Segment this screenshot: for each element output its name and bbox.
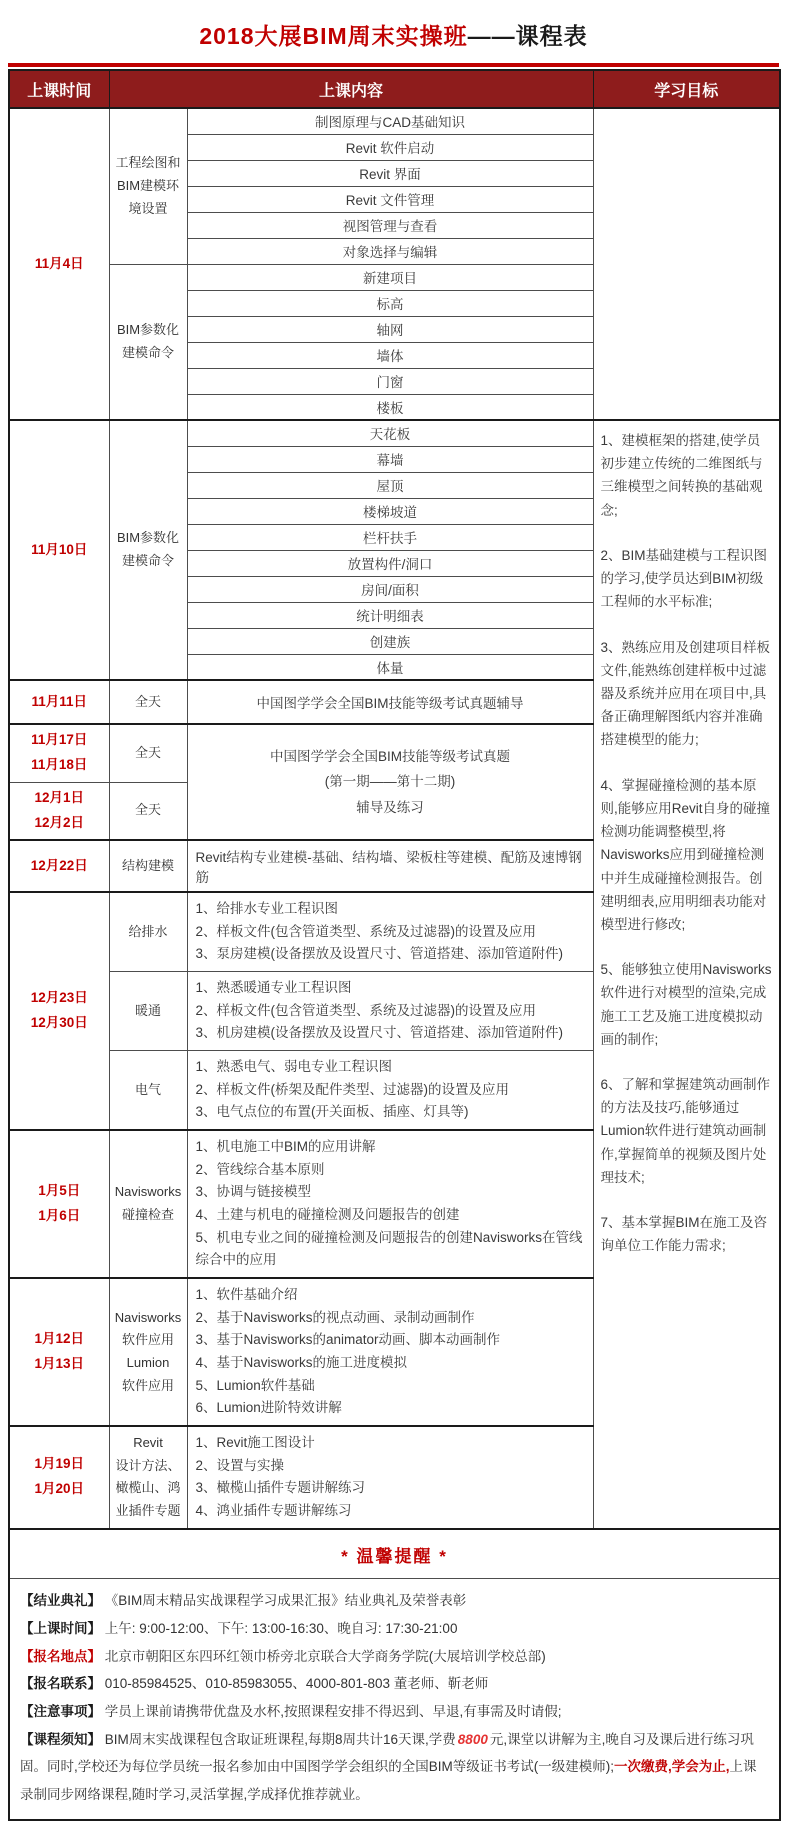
goal-item: 2、BIM基础建模与工程识图的学习,使学员达到BIM初级工程师的水平标准;: [600, 547, 768, 610]
date-line: 12月23日: [30, 990, 88, 1006]
goal-item: 6、了解和掌握建筑动画制作的方法及技巧,能够通过Lumion软件进行建筑动画制作,掌握简单的视频及图片处理技术;: [600, 1077, 771, 1185]
reminder-title: * 温馨提醒 *: [9, 1529, 780, 1579]
note-highlight-text: 一次缴费,学会为止,: [614, 1759, 730, 1775]
category-cell: 全天: [109, 680, 187, 724]
category-line: 橄榄山、鸿: [115, 1480, 181, 1496]
header-cell-goals: 学习目标: [593, 70, 780, 108]
category-cell: BIM参数化建模命令: [109, 420, 187, 680]
list-item: 1、机电施工中BIM的应用讲解: [195, 1139, 376, 1155]
course-item-cell: Revit结构专业建模-基础、结构墙、梁板柱等建模、配筋及速博钢筋: [187, 840, 593, 892]
date-line: 11月18日: [31, 757, 88, 773]
category-line: Revit: [133, 1434, 163, 1450]
goals-cell: [593, 420, 780, 1529]
table-header-row: [9, 70, 780, 108]
note-text: 010-85984525、010-85983055、4000-801-803 董老师、靳老师: [104, 1676, 489, 1692]
course-item-cell: 创建族: [187, 628, 593, 654]
notes-cell: [9, 1579, 780, 1820]
category-cell: 暖通: [109, 972, 187, 1051]
date-line: 1月5日: [38, 1183, 81, 1199]
course-item-cell: 制图原理与CAD基础知识: [187, 108, 593, 134]
course-item-cell: 楼梯坡道: [187, 498, 593, 524]
note-contact: [20, 1670, 769, 1698]
date-cell: [9, 782, 109, 840]
note-ceremony: [20, 1587, 769, 1615]
list-item: 5、Lumion软件基础: [195, 1377, 315, 1393]
list-item: 2、设置与实操: [195, 1457, 285, 1473]
goal-item: 7、基本掌握BIM在施工及咨询单位工作能力需求;: [600, 1215, 768, 1254]
date-line: 12月1日: [34, 789, 85, 805]
course-item-cell: 新建项目: [187, 264, 593, 290]
category-cell: BIM参数化建模命令: [109, 264, 187, 420]
note-label: 【课程须知】: [20, 1731, 101, 1747]
date-line: 1月12日: [34, 1331, 85, 1347]
notes-row: [9, 1579, 780, 1820]
date-line: 1月6日: [38, 1208, 81, 1224]
course-item-cell: 放置构件/洞口: [187, 550, 593, 576]
exam-line: 中国图学学会全国BIM技能等级考试真题: [270, 748, 511, 764]
note-course-info: [20, 1726, 769, 1809]
page-title-rest: ——课程表: [467, 23, 588, 49]
note-text: BIM周末实战课程包含取证班课程,每期8周共计16天课,学费: [104, 1731, 456, 1747]
date-cell: 11月4日: [9, 108, 109, 420]
exam-line: (第一期——第十二期): [324, 774, 456, 790]
header-cell-content: 上课内容: [109, 70, 593, 108]
course-item-cell: 栏杆扶手: [187, 524, 593, 550]
date-line: 12月30日: [30, 1015, 88, 1031]
date-cell: 11月11日: [9, 680, 109, 724]
table-row: [9, 108, 780, 134]
category-cell: 给排水: [109, 892, 187, 972]
category-line: 碰撞检查: [121, 1207, 174, 1223]
date-line: 12月2日: [34, 814, 85, 830]
divider-red-rule: [8, 63, 779, 67]
list-item: 1、软件基础介绍: [195, 1287, 298, 1303]
list-item: 4、基于Navisworks的施工进度模拟: [195, 1355, 408, 1371]
list-item: 4、土建与机电的碰撞检测及问题报告的创建: [195, 1207, 460, 1223]
list-item: 3、泵房建模(设备摆放及设置尺寸、管道搭建、添加管道附件): [195, 946, 563, 962]
note-label: 【注意事项】: [20, 1703, 101, 1719]
note-text: 《BIM周末精品实战课程学习成果汇报》结业典礼及荣誉表彰: [104, 1593, 467, 1609]
page-title: [8, 18, 779, 51]
list-item: 2、样板文件(包含管道类型、系统及过滤器)的设置及应用: [195, 923, 536, 939]
category-cell: 结构建模: [109, 840, 187, 892]
list-item: 3、电气点位的布置(开关面板、插座、灯具等): [195, 1104, 469, 1120]
note-text: 上课录制同步网络课程,随时学习,灵活掌握,学成择优推荐就业。: [20, 1759, 757, 1802]
date-cell: 12月22日: [9, 840, 109, 892]
note-class-time: [20, 1615, 769, 1643]
category-line: 设计方法、: [115, 1457, 181, 1473]
list-item: 1、Revit施工图设计: [195, 1435, 315, 1451]
course-item-cell: 中国图学学会全国BIM技能等级考试真题辅导: [187, 680, 593, 724]
exam-line: 辅导及练习: [356, 799, 424, 815]
note-text: 学员上课前请携带优盘及水杯,按照课程安排不得迟到、早退,有事需及时请假;: [104, 1703, 562, 1719]
list-item: 5、机电专业之间的碰撞检测及问题报告的创建Navisworks在管线综合中的应用: [195, 1229, 583, 1268]
course-item-cell: [187, 972, 593, 1051]
category-cell: 全天: [109, 782, 187, 840]
note-location: [20, 1643, 769, 1671]
note-attention: [20, 1698, 769, 1726]
goal-item: 3、熟练应用及创建项目样板文件,能熟练创建样板中过滤器及系统并应用在项目中,具备正确理解图纸内容并准确搭建模型的能力;: [600, 639, 771, 748]
goals-empty-cell: [593, 108, 780, 420]
note-label: 【结业典礼】: [20, 1593, 101, 1609]
course-item-cell: 天花板: [187, 420, 593, 446]
table-row: [9, 420, 780, 446]
course-item-cell: 视图管理与查看: [187, 212, 593, 238]
note-label: 【报名联系】: [20, 1676, 101, 1692]
category-cell: 全天: [109, 724, 187, 782]
note-text: 元,课堂以讲解为主,晚自习及课后进行练习巩固。同时,学校还为每位学员统一报名参加由中国图学学会组织的全国BIM等级证书考试(一级建模师);: [20, 1731, 754, 1775]
course-item-cell: 房间/面积: [187, 576, 593, 602]
course-item-cell: 统计明细表: [187, 602, 593, 628]
category-line: Navisworks: [114, 1184, 182, 1200]
note-label: 【上课时间】: [20, 1620, 101, 1636]
reminder-row: [9, 1529, 780, 1579]
category-cell: [109, 1278, 187, 1426]
list-item: 1、熟悉暖通专业工程识图: [195, 980, 352, 996]
list-item: 1、熟悉电气、弱电专业工程识图: [195, 1059, 393, 1075]
category-cell: [109, 1130, 187, 1278]
schedule-table: [8, 69, 781, 1821]
category-line: 软件应用: [121, 1332, 174, 1348]
list-item: 3、机房建模(设备摆放及设置尺寸、管道搭建、添加管道附件): [195, 1025, 563, 1041]
date-cell: [9, 724, 109, 782]
category-line: Navisworks: [114, 1309, 182, 1325]
date-cell: 11月10日: [9, 420, 109, 680]
note-label: 【报名地点】: [20, 1648, 101, 1664]
category-cell: 工程绘图和BIM建模环境设置: [109, 108, 187, 264]
list-item: 3、橄榄山插件专题讲解练习: [195, 1480, 366, 1496]
note-text: 北京市朝阳区东四环红领巾桥旁北京联合大学商务学院(大展培训学校总部): [104, 1648, 546, 1664]
course-item-cell: [187, 724, 593, 840]
course-item-cell: Revit 软件启动: [187, 134, 593, 160]
date-line: 1月20日: [34, 1481, 85, 1497]
date-cell: [9, 1130, 109, 1278]
list-item: 4、鸿业插件专题讲解练习: [195, 1503, 352, 1519]
list-item: 2、样板文件(桥架及配件类型、过滤器)的设置及应用: [195, 1081, 509, 1097]
page-title-highlight: 2018大展BIM周末实操班: [199, 23, 468, 49]
date-line: 1月19日: [34, 1456, 85, 1472]
price-text: 8800: [457, 1731, 488, 1747]
category-cell: [109, 1426, 187, 1529]
list-item: 2、样板文件(包含管道类型、系统及过滤器)的设置及应用: [195, 1002, 536, 1018]
course-item-cell: 门窗: [187, 368, 593, 394]
category-cell: 电气: [109, 1051, 187, 1131]
list-item: 3、协调与链接模型: [195, 1184, 312, 1200]
list-item: 2、基于Navisworks的视点动画、录制动画制作: [195, 1309, 475, 1325]
goal-item: 5、能够独立使用Navisworks软件进行对模型的渲染,完成施工工艺及施工进度模拟动画的制作;: [600, 962, 772, 1047]
category-line: 业插件专题: [115, 1503, 181, 1519]
list-item: 1、给排水专业工程识图: [195, 901, 339, 916]
goal-item: 1、建模框架的搭建,使学员初步建立传统的二维图纸与三维模型之间转换的基础观念;: [600, 433, 763, 518]
course-item-cell: Revit 界面: [187, 160, 593, 186]
course-item-cell: 楼板: [187, 394, 593, 420]
category-line: 软件应用: [121, 1377, 174, 1393]
date-cell: [9, 1426, 109, 1529]
date-cell: [9, 1278, 109, 1426]
course-item-cell: 屋顶: [187, 472, 593, 498]
course-item-cell: 对象选择与编辑: [187, 238, 593, 264]
note-text: 上午: 9:00-12:00、下午: 13:00-16:30、晚自习: 17:30-21:00: [104, 1620, 458, 1636]
header-cell-time: 上课时间: [9, 70, 109, 108]
date-cell: [9, 892, 109, 1130]
list-item: 6、Lumion进阶特效讲解: [195, 1400, 342, 1416]
course-item-cell: 墙体: [187, 342, 593, 368]
list-item: 3、基于Navisworks的animator动画、脚本动画制作: [195, 1332, 501, 1348]
course-item-cell: 轴网: [187, 316, 593, 342]
course-item-cell: 体量: [187, 654, 593, 680]
course-item-cell: 幕墙: [187, 446, 593, 472]
course-item-cell: [187, 1051, 593, 1131]
course-item-cell: 标高: [187, 290, 593, 316]
list-item: 2、管线综合基本原则: [195, 1161, 325, 1177]
course-item-cell: [187, 1130, 593, 1278]
course-item-cell: [187, 892, 593, 972]
goal-item: 4、掌握碰撞检测的基本原则,能够应用Revit自身的碰撞检测功能调整模型,将Navisworks应用到碰撞检测中并生成碰撞检测报告。创建明细表,应用明细表功能对模型进行修改;: [600, 777, 771, 932]
course-item-cell: [187, 1426, 593, 1529]
category-line: Lumion: [126, 1355, 170, 1371]
date-line: 11月17日: [31, 732, 88, 748]
course-item-cell: [187, 1278, 593, 1426]
date-line: 1月13日: [34, 1356, 85, 1372]
course-item-cell: Revit 文件管理: [187, 186, 593, 212]
